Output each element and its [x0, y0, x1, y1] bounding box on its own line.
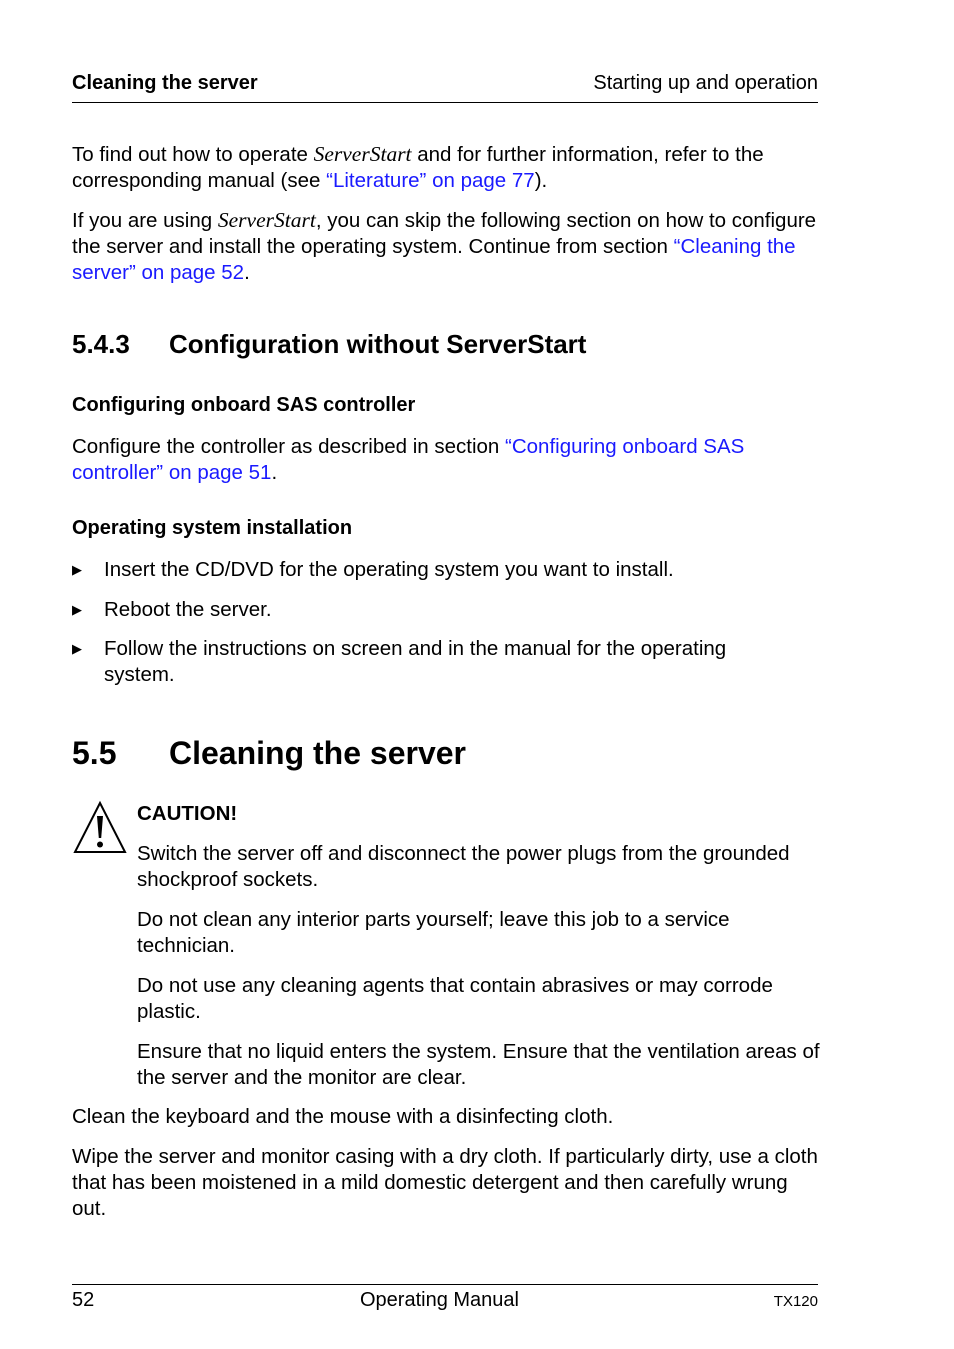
- cleaning-paragraph-2: Wipe the server and monitor casing with a dry cloth. If particularly dirty, use a cloth that has been moistened in a mild domestic detergent and then carefully wrung out.: [72, 1145, 818, 1220]
- bullet-arrow-icon: ▶: [72, 602, 82, 617]
- bullet-arrow-icon: ▶: [72, 562, 82, 577]
- intro-p2-text-a: If you are using: [72, 209, 218, 232]
- section-5-5-heading: [72, 732, 466, 774]
- section-title: Cleaning the server: [169, 735, 466, 771]
- intro-paragraph-2: [72, 207, 820, 286]
- header-rule: [72, 102, 818, 103]
- intro-p1-text-b: and for further information, refer to the corresponding manual (see: [72, 143, 764, 192]
- caution-paragraph: Switch the server off and disconnect the power plugs from the grounded shockproof sockets.: [137, 842, 790, 891]
- bullet-arrow-icon: ▶: [72, 641, 82, 656]
- sas-subheading: Configuring onboard SAS controller: [72, 394, 416, 416]
- page-number: 52: [72, 1289, 95, 1311]
- step-text: Reboot the server.: [104, 598, 272, 621]
- sas-link[interactable]: “Configuring onboard SAS controller” on page 51: [72, 435, 745, 484]
- warning-triangle-icon: [72, 800, 128, 856]
- running-header-right: Starting up and operation: [593, 72, 818, 94]
- section-5-4-3-heading: [72, 328, 586, 360]
- literature-link[interactable]: “Literature” on page 77: [326, 169, 535, 192]
- product-name: ServerStart: [313, 142, 412, 166]
- footer-model: TX120: [773, 1293, 818, 1310]
- product-name: ServerStart: [217, 208, 316, 232]
- caution-label: CAUTION!: [137, 802, 238, 825]
- sas-text-a: Configure the controller as described in section: [72, 435, 506, 458]
- section-number: 5.4.3: [72, 329, 130, 359]
- intro-p1-text-a: To find out how to operate: [72, 143, 314, 166]
- caution-paragraph: Do not use any cleaning agents that contain abrasives or may corrode plastic.: [137, 974, 773, 1023]
- running-header-left: Cleaning the server: [72, 72, 258, 94]
- footer-title: Operating Manual: [360, 1289, 519, 1311]
- step-text: Follow the instructions on screen and in the manual for the operating system.: [104, 637, 727, 686]
- step-text: Insert the CD/DVD for the operating system you want to install.: [104, 558, 674, 581]
- section-number: 5.5: [72, 735, 117, 771]
- section-title: Configuration without ServerStart: [169, 329, 587, 359]
- intro-p2-text-b: , you can skip the following section on how to configure the server and install the operating system. Continue from section: [72, 209, 817, 258]
- intro-paragraph-1: [72, 141, 820, 194]
- caution-paragraph: Do not clean any interior parts yourself; leave this job to a service technician.: [137, 908, 730, 957]
- intro-p2-text-c: .: [244, 261, 250, 284]
- cleaning-paragraph-1: Clean the keyboard and the mouse with a disinfecting cloth.: [72, 1105, 614, 1128]
- footer-rule: [72, 1284, 818, 1285]
- sas-paragraph: [72, 434, 820, 486]
- sas-text-c: .: [271, 461, 278, 484]
- os-subheading: Operating system installation: [72, 517, 353, 539]
- intro-p1-text-c: ).: [534, 169, 548, 192]
- caution-paragraph: Ensure that no liquid enters the system. Ensure that the ventilation areas of the server and the monitor are clear.: [137, 1040, 820, 1089]
- cleaning-server-link[interactable]: “Cleaning the server” on page 52: [72, 235, 796, 284]
